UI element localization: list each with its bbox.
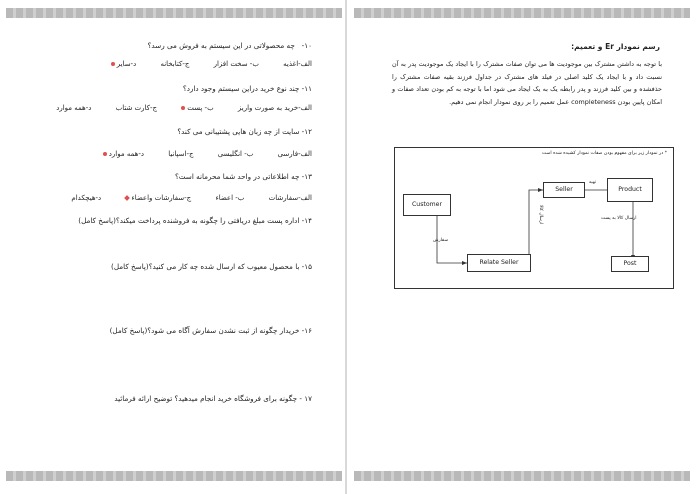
book-gutter [345,0,347,494]
option: د-هیچکدام [71,194,102,202]
question-16: ۱۶- خریدار چگونه از ثبت نشدن سفارش آگاه می شود؟(پاسخ کامل) [109,326,312,335]
entity-customer: Customer [403,194,451,216]
option: د-همه موارد [56,104,92,112]
question-10: ۱۰- چه محصولاتی در این سیستم به فروش می رسد؟ [147,41,312,50]
question-17: ۱۷ - چگونه برای فروشگاه خرید انجام میدهید؟ توضیح ارائه فرمائید [114,394,312,403]
right-page [354,0,690,494]
relation-label: ارسال کالا به پست [601,216,637,221]
option-marked [111,60,136,68]
connector-relateseller-seller [529,190,543,263]
question-15: ۱۵- با محصول معیوب که ارسال شده چه کار می کنید؟(پاسخ کامل) [111,262,312,271]
torn-edge-bottom [6,471,342,481]
diagram-caption: * در نمودار زیر برای مفهوم بودن صفات نمودار کشیده شده است [542,151,667,156]
question-12: ۱۲- سایت از چه زبان هایی پشتیبانی می کند؟ [177,127,312,136]
mark-dot-icon [181,106,185,110]
entity-post: Post [611,256,649,272]
relation-label: سفارش [433,238,449,243]
mark-dot-icon [111,62,115,66]
left-page [6,0,342,494]
option-text: ب- پست [187,104,214,112]
torn-edge-top [354,8,690,18]
option: ج-کارت شتاب [115,104,158,112]
option: الف-خرید به صورت واریز [237,104,312,112]
relation-label: تهیه [589,180,597,185]
option-marked [181,104,213,112]
option: ب- سخت افزار [213,60,259,68]
torn-edge-bottom [354,471,690,481]
options-11 [34,104,312,112]
entity-relate-seller: Relate Seller [467,254,531,272]
mark-star-icon [125,195,131,201]
section-paragraph: با توجه به داشتن مشترک بین موجودیت ها می توان صفات مشترک را با ایجاد یک موجودیت پدر به آن نسبت داد و با ایجاد یک کلید اصلی در فیلد های مشترک در جداول فرزند بقیه صفات مشترک را حذفشده و بین کلید فرزند و پدر رابطه یک به یک ایجاد می شود اما با توجه به کم بودن تعداد صفات و امکان پایین بودن completeness عمل تعمیم را بر روی نمودار انجام نمی دهیم. [392,60,662,106]
er-diagram [394,147,674,289]
option-marked [125,194,191,202]
options-12 [81,150,312,158]
option-text: ج-سفارشات واعضاء [131,194,192,202]
option: الف-سفارشات [268,194,312,202]
question-13: ۱۳- چه اطلاعاتی در واحد شما محرمانه است؟ [174,172,312,181]
option: الف-اغذیه [283,60,312,68]
relation-label: ارسال کالا [538,204,544,225]
option: ج-اسپانیا [168,150,194,158]
entity-seller: Seller [543,182,585,198]
option-text: د-همه موارد [108,150,144,158]
options-13 [49,194,312,202]
torn-edge-top [6,8,342,18]
mark-dot-icon [103,152,107,156]
option: ج-کتابخانه [160,60,190,68]
section-heading: رسم نمودار Er و تعمیم: [571,42,660,51]
question-14: ۱۴- اداره پست مبلغ دریافتی را چگونه به فروشنده پرداخت میکند؟(پاسخ کامل) [78,216,312,225]
question-11: ۱۱- چند نوع خرید دراین سیستم وجود دارد؟ [182,84,312,93]
options-10 [89,60,312,68]
option: ب- اعضاء [215,194,245,202]
option: الف-فارسی [277,150,312,158]
option: ب- انگلیسی [217,150,254,158]
option-marked [103,150,144,158]
entity-product: Product [607,178,653,202]
option-text: د-سایر [116,60,137,68]
